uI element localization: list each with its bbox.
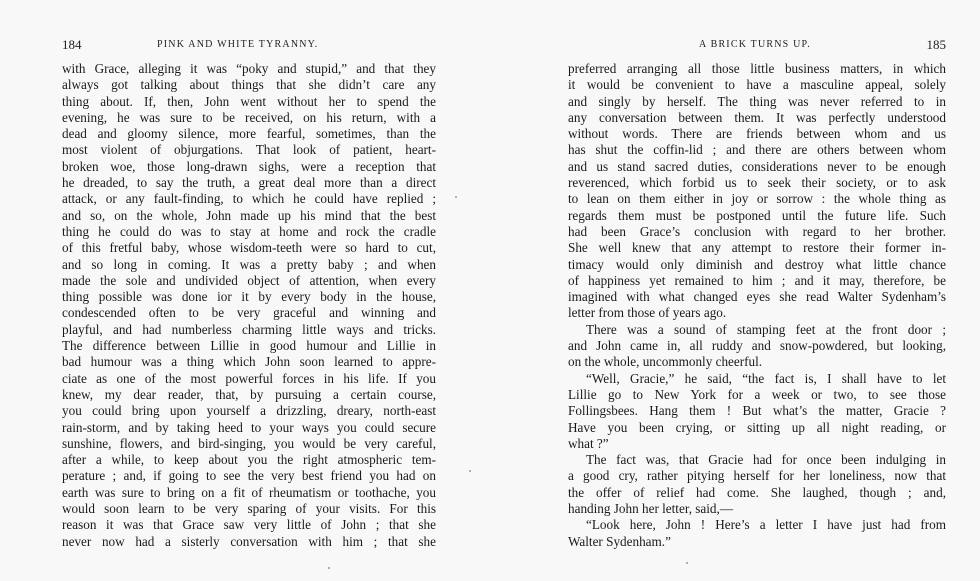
text-line: never now had a sisterly conversation with him ; that she	[62, 533, 436, 549]
text-line: Walter Sydenham.”	[568, 533, 671, 549]
text-line: rain-storm, and by taking heed to your ways you could secure	[62, 419, 436, 435]
text-line: The difference between Lillie in good humour and Lillie in	[62, 338, 436, 354]
text-line: imagined with what changed eyes she read Walter Sydenham’s	[568, 289, 946, 305]
text-line: attack, or any fault-finding, to which he could have replied ;	[62, 191, 436, 207]
text-line: thing he could do was to stay at home and rock the cradle	[62, 223, 436, 239]
text-line: and us stand sacred duties, considerations never to be enough	[568, 158, 946, 174]
text-line: and John came in, all ruddy and snow-powdered, but looking,	[568, 338, 946, 354]
text-line: sunshine, flowers, and bird-singing, you would be very careful,	[62, 435, 436, 451]
text-line: “Well, Gracie,” he said, “the fact is, I shall have to let	[586, 370, 946, 386]
right-page-body-text	[568, 61, 946, 550]
text-line: There was a sound of stamping feet at the front door ;	[586, 321, 946, 337]
text-line: has shut the coffin-lid ; and there are others between whom	[568, 142, 946, 158]
text-line: to lean on them either in joy or sorrow : the whole thing as	[568, 191, 946, 207]
text-line: perature ; and, if going to see the very best friend you had on	[62, 468, 436, 484]
text-line: what ?”	[568, 435, 609, 451]
running-head-right	[568, 39, 946, 53]
text-line: preferred arranging all those little business matters, in which	[568, 61, 946, 76]
running-head-left	[62, 39, 436, 53]
text-line: thing possible was done ior it by every body in the house,	[62, 289, 436, 305]
text-line: Lillie go to New York for a week or two, to see those	[568, 386, 946, 402]
text-line: reason it was that Grace saw very little of John ; that she	[62, 517, 436, 533]
text-line: Have you been crying, or sitting up all night reading, or	[568, 419, 946, 435]
text-line: after a while, to keep about you the right atmospheric tem-	[62, 452, 436, 468]
text-line: evening, he was sure to be received, on his return, with a	[62, 109, 436, 125]
text-line: any conversation between them. It was perfectly understood	[568, 109, 946, 125]
text-line: with Grace, alleging it was “poky and stupid,” and that they	[62, 61, 436, 76]
text-line: he dreaded, to say the truth, a great deal more than a direct	[62, 175, 436, 191]
text-line: playful, and had numberless charming little ways and tricks.	[62, 321, 436, 337]
page-number-left: 184	[62, 37, 82, 52]
scan-speck	[469, 470, 471, 472]
text-line: would soon learn to be very sparing of your visits. For this	[62, 501, 436, 517]
text-line: without words. There are friends between whom and us	[568, 126, 946, 142]
scan-speck	[455, 196, 457, 198]
text-line: handing John her letter, said,—	[568, 501, 734, 517]
text-line: earth was sure to bring on a fit of rheumatism or toothache, you	[62, 484, 436, 500]
text-line: made the sole and undivided object of attention, when every	[62, 272, 436, 288]
text-line: “Look here, John ! Here’s a letter I have just had from	[586, 517, 946, 533]
text-line: letter from those of years ago.	[568, 305, 727, 321]
text-line: dead and gloomy silence, more fearful, sometimes, than the	[62, 126, 436, 142]
left-page-body-text	[62, 61, 436, 550]
text-line: you could bring upon yourself a drizzling, dreary, north-east	[62, 403, 436, 419]
text-line: on the whole, uncommonly cheerful.	[568, 354, 763, 370]
running-head-title-right: A BRICK TURNS UP.	[699, 39, 811, 50]
text-line: ciate as one of the most powerful forces in his life. If you	[62, 370, 436, 386]
text-line: of this fretful baby, whose wisdom-teeth were so hard to cut,	[62, 240, 436, 256]
text-line: a good cry, rather pitying herself for her loneliness, now that	[568, 468, 946, 484]
page-number-right: 185	[926, 37, 946, 52]
text-line: Follingsbees. Hang them ! But what’s the matter, Gracie ?	[568, 403, 946, 419]
text-line: thing about. If, then, John went without her to spend the	[62, 93, 436, 109]
text-line: had been Grace’s conclusion with regard to her brother.	[568, 223, 946, 239]
text-line: and singly by herself. The thing was never referred to in	[568, 93, 946, 109]
text-line: and so, on the whole, John made up his mind that the best	[62, 207, 436, 223]
text-line: most violent of objurgations. That look of patient, heart-	[62, 142, 436, 158]
text-line: it would be convenient to have a masculine appeal, solely	[568, 77, 946, 93]
text-line: She well knew that any attempt to restore their former in-	[568, 240, 946, 256]
text-line: of happiness yet remained to him ; and it may, therefore, be	[568, 272, 946, 288]
text-line: regards them must be postponed until the future life. Such	[568, 207, 946, 223]
scan-speck	[686, 562, 688, 564]
text-line: broken woe, those long-drawn sighs, were a reception that	[62, 158, 436, 174]
text-line: condescended often to be very graceful and winning and	[62, 305, 436, 321]
text-line: knew, my dear reader, that, by pursuing a certain course,	[62, 386, 436, 402]
text-line: bad humour was a thing which John soon learned to appre-	[62, 354, 436, 370]
text-line: reverenced, which forbid us to seek their society, or to ask	[568, 175, 946, 191]
text-line: timacy would only diminish and destroy what little chance	[568, 256, 946, 272]
text-line: the offer of relief had come. She laughed, though ; and,	[568, 484, 946, 500]
scan-speck	[328, 567, 330, 569]
text-line: The fact was, that Gracie had for once been indulging in	[586, 452, 946, 468]
text-line: always got talking about things that she didn’t care any	[62, 77, 436, 93]
text-line: and so long in coming. It was a pretty baby ; and when	[62, 256, 436, 272]
running-head-title-left: PINK AND WHITE TYRANNY.	[157, 39, 319, 50]
